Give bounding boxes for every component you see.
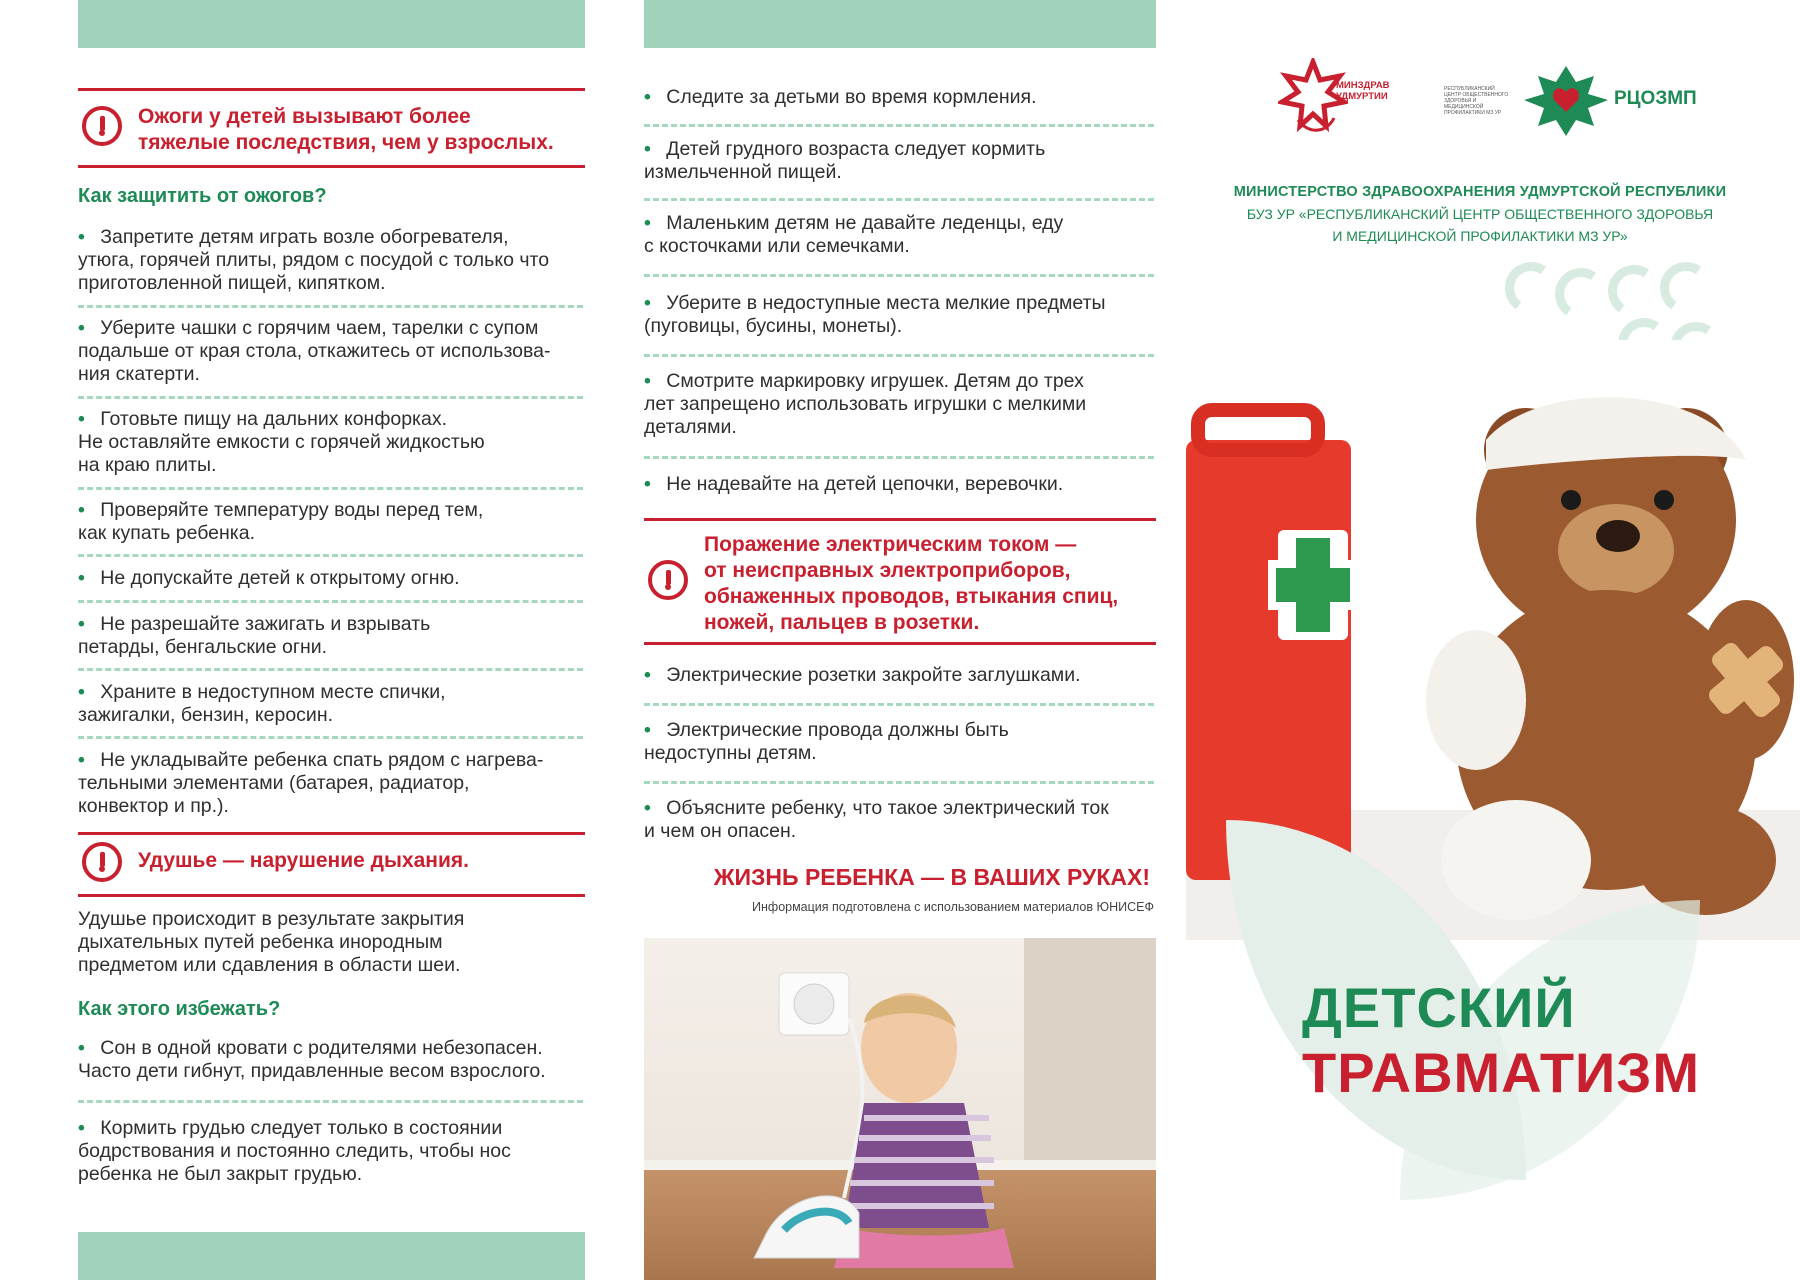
list-item: • Смотрите маркировку игрушек. Детям до трех лет запрещено использовать игрушки с мелкими деталями. bbox=[644, 370, 1087, 438]
warning-icon bbox=[82, 842, 122, 882]
divider-dashed bbox=[78, 668, 583, 671]
list-item: • Проверяйте температуру воды перед тем, как купать ребенка. bbox=[78, 499, 484, 544]
list-item: • Уберите чашки с горячим чаем, тарелки с супом подальше от края стола, откажитесь от использова- ния скатерти. bbox=[78, 317, 551, 385]
list-item: • Кормить грудью следует только в состоянии бодрствования и постоянно следить, чтобы нос ребенка не был закрыт грудью. bbox=[78, 1117, 511, 1185]
list-item: • Готовьте пищу на дальних конфорках. Не оставляйте емкости с горячей жидкостью на краю плиты. bbox=[78, 408, 485, 476]
top-band-left bbox=[78, 0, 585, 48]
list-item: • Не разрешайте зажигать и взрывать петарды, бенгальские огни. bbox=[78, 613, 431, 658]
divider-dashed bbox=[644, 198, 1154, 201]
divider-dashed bbox=[78, 554, 583, 557]
rczmp-logo: РЕСПУБЛИКАНСКИЙ ЦЕНТР ОБЩЕСТВЕННОГО ЗДОРОВЬЯ И МЕДИЦИНСКОЙ ПРОФИЛАКТИКИ МЗ УР РЦОЗМП bbox=[1444, 62, 1704, 138]
suffocation-desc: Удушье происходит в результате закрытия дыхательных путей ребенка инородным предметом или сдавления в области шеи. bbox=[78, 908, 465, 976]
divider-dashed bbox=[78, 487, 583, 490]
divider-dashed bbox=[78, 1100, 583, 1103]
list-item: • Уберите в недоступные места мелкие предметы (пуговицы, бусины, монеты). bbox=[644, 292, 1106, 337]
slogan: ЖИЗНЬ РЕБЕНКА — В ВАШИХ РУКАХ! bbox=[713, 864, 1150, 890]
divider-red bbox=[78, 165, 585, 168]
divider-dashed bbox=[78, 600, 583, 603]
divider-dashed bbox=[78, 736, 583, 739]
divider-dashed bbox=[644, 354, 1154, 357]
divider-dashed bbox=[644, 703, 1154, 706]
suffocation-warning: Удушье — нарушение дыхания. bbox=[138, 849, 469, 872]
org-line1: МИНИСТЕРСТВО ЗДРАВООХРАНЕНИЯ УДМУРТСКОЙ РЕСПУБЛИКИ bbox=[1233, 184, 1727, 200]
list-item: • Объясните ребенку, что такое электрический ток и чем он опасен. bbox=[644, 797, 1109, 842]
decor-arc bbox=[1604, 261, 1664, 321]
electric-warning: Поражение электрическим током — от неисправных электроприборов, обнаженных проводов, втыкания спиц, ножей, пальцев в розетки. bbox=[704, 533, 1119, 634]
divider-red bbox=[644, 518, 1156, 521]
list-item: • Не надевайте на детей цепочки, веревочки. bbox=[644, 473, 1064, 495]
decor-arc bbox=[1656, 258, 1716, 318]
burns-heading: Как защитить от ожогов? bbox=[78, 185, 327, 207]
divider-red bbox=[78, 894, 585, 897]
minzdrav-logo bbox=[1278, 58, 1408, 148]
source-note: Информация подготовлена с использованием материалов ЮНИСЕФ bbox=[752, 900, 1154, 914]
list-item: • Следите за детьми во время кормления. bbox=[644, 86, 1037, 108]
divider-red bbox=[644, 642, 1156, 645]
divider-red bbox=[78, 88, 585, 91]
suffocation-heading: Как этого избежать? bbox=[78, 998, 281, 1020]
list-item: • Детей грудного возраста следует кормить измельченной пищей. bbox=[644, 138, 1046, 183]
list-item: • Не укладывайте ребенка спать рядом с нагрева- тельными элементами (батарея, радиатор, конвектор и пр.). bbox=[78, 749, 544, 817]
child-photo bbox=[644, 938, 1156, 1280]
org-line3: И МЕДИЦИНСКОЙ ПРОФИЛАКТИКИ МЗ УР» bbox=[1332, 228, 1628, 244]
divider-dashed bbox=[644, 124, 1154, 127]
divider-dashed bbox=[78, 396, 583, 399]
decor-arc bbox=[1501, 258, 1561, 318]
list-item: • Маленьким детям не давайте леденцы, еду с косточками или семечками. bbox=[644, 212, 1064, 257]
list-item: • Запретите детям играть возле обогревателя, утюга, горячей плиты, рядом с посудой с только что приготовленной пищей, кипятком. bbox=[78, 226, 550, 294]
decor-arc bbox=[1551, 264, 1611, 324]
warning-icon bbox=[82, 106, 122, 146]
minzdrav-text: МИНЗДРАВ УДМУРТИИ bbox=[1336, 80, 1390, 102]
list-item: • Храните в недоступном месте спички, зажигалки, бензин, керосин. bbox=[78, 681, 446, 726]
list-item: • Сон в одной кровати с родителями небезопасен. Часто дети гибнут, придавленные весом взрослого. bbox=[78, 1037, 546, 1082]
org-line2: БУЗ УР «РЕСПУБЛИКАНСКИЙ ЦЕНТР ОБЩЕСТВЕННОГО ЗДОРОВЬЯ bbox=[1246, 206, 1714, 222]
burns-warning: Ожоги у детей вызывают более тяжелые последствия, чем у взрослых. bbox=[138, 105, 554, 154]
top-band-middle bbox=[644, 0, 1156, 48]
list-item: • Не допускайте детей к открытому огню. bbox=[78, 567, 460, 589]
bottom-band-left bbox=[78, 1232, 585, 1280]
title-line2: ТРАВМАТИЗМ bbox=[1302, 1041, 1701, 1104]
list-item: • Электрические провода должны быть недоступны детям. bbox=[644, 719, 1009, 764]
divider-red bbox=[78, 832, 585, 835]
divider-dashed bbox=[644, 781, 1154, 784]
divider-dashed bbox=[78, 305, 583, 308]
divider-dashed bbox=[644, 274, 1154, 277]
list-item: • Электрические розетки закройте заглушками. bbox=[644, 664, 1081, 686]
title-line1: ДЕТСКИЙ bbox=[1302, 976, 1576, 1039]
divider-dashed bbox=[644, 456, 1154, 459]
warning-icon bbox=[648, 560, 688, 600]
